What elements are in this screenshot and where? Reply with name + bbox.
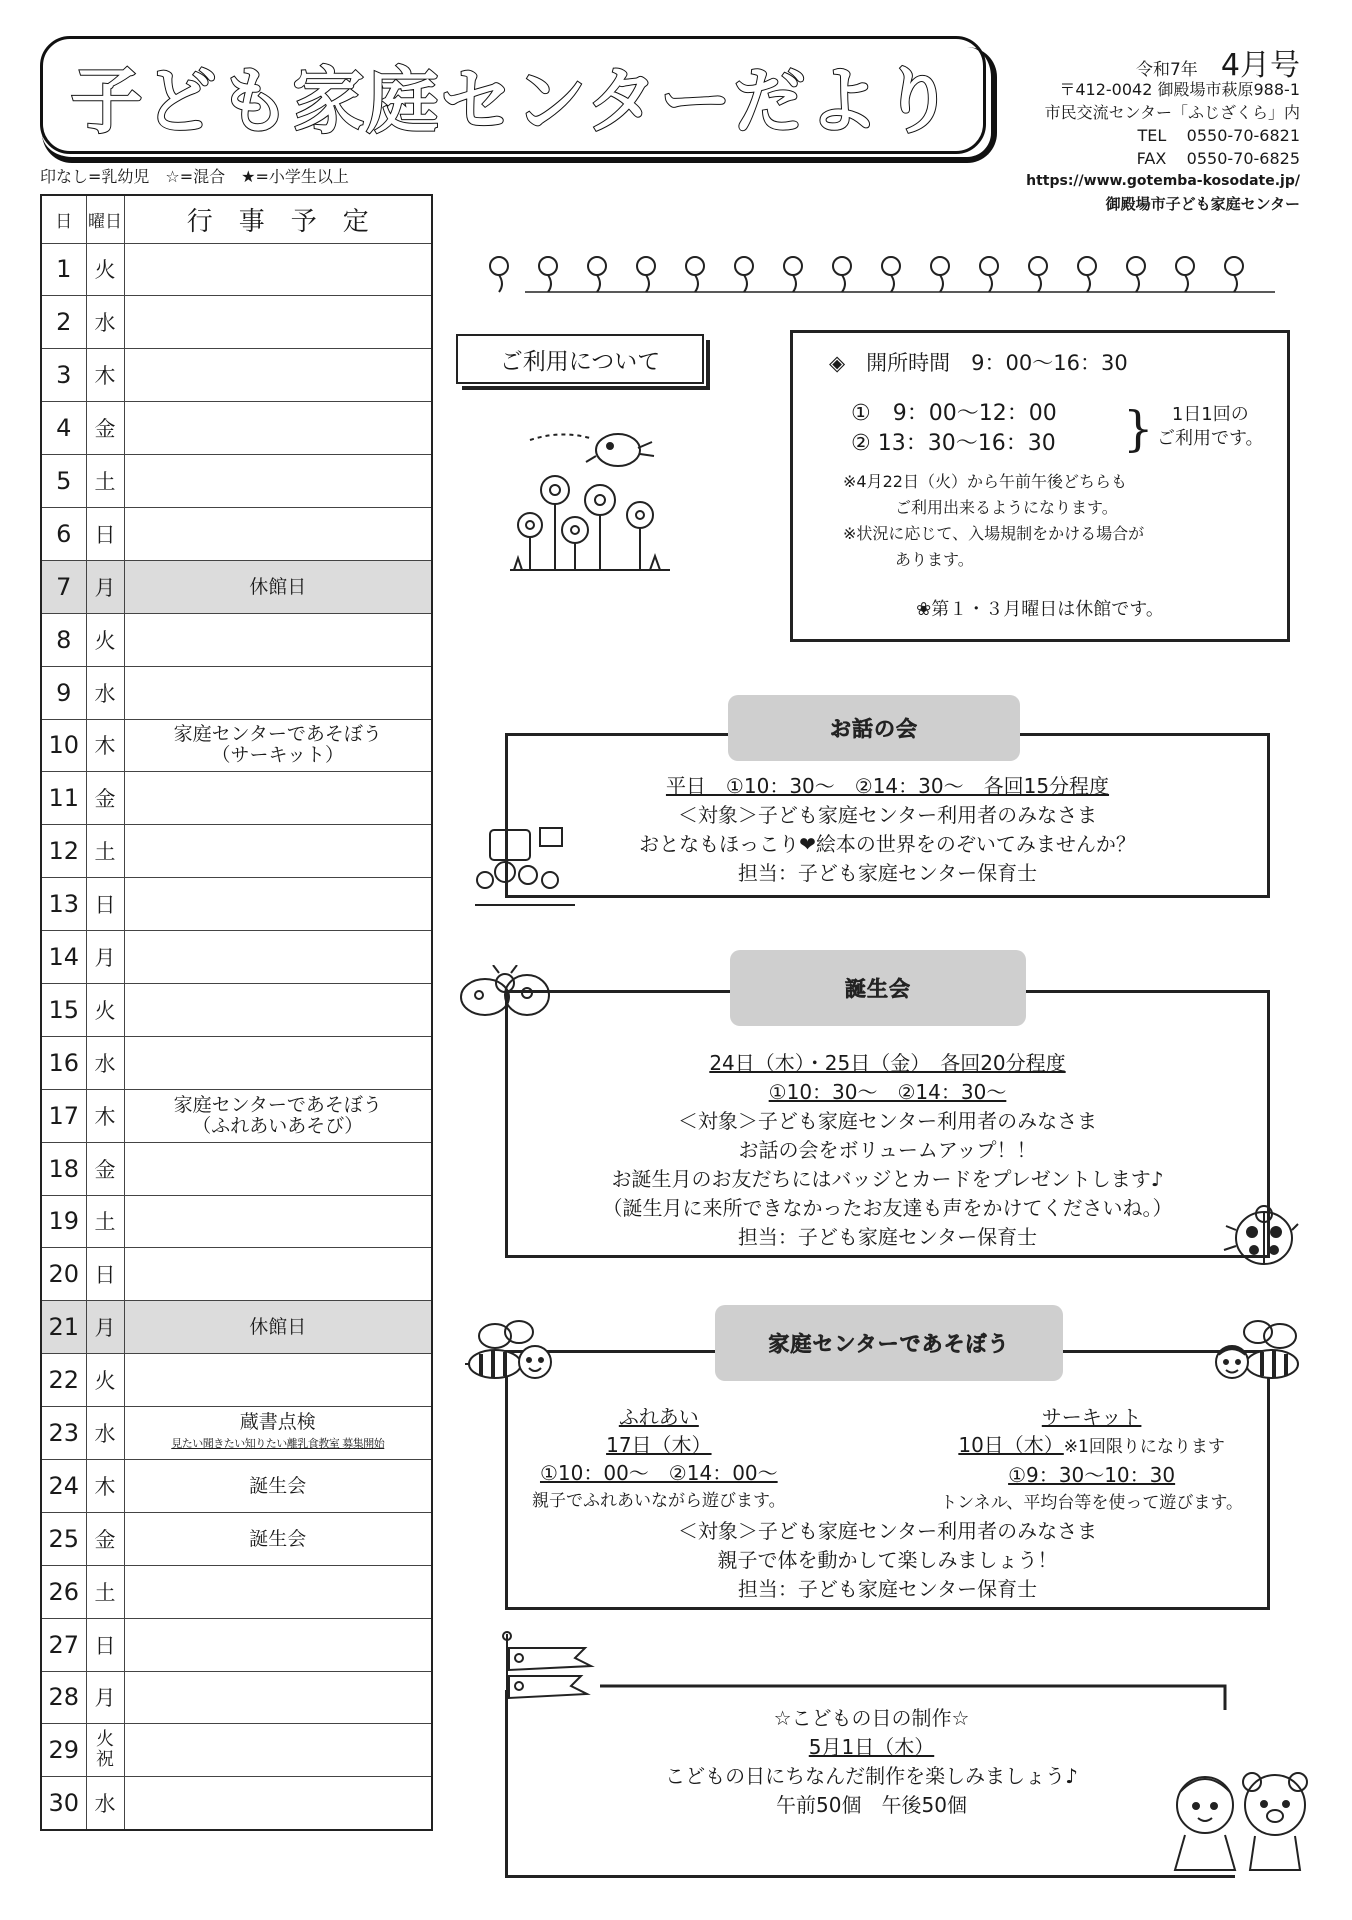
calendar-day: 29: [41, 1724, 86, 1777]
circuit-date-line: [940, 1431, 1243, 1461]
calendar-event: [124, 983, 432, 1036]
calendar-weekday: 水: [86, 1777, 124, 1830]
calendar-event: 休館日: [124, 560, 432, 613]
calendar-row: [41, 402, 432, 455]
calendar-day: 10: [41, 719, 86, 772]
play-event-title: 家庭センターであそぼう: [715, 1305, 1063, 1381]
calendar-day: 9: [41, 666, 86, 719]
newsletter-title: 子ども家庭センターだより: [70, 59, 956, 143]
calendar-day: 22: [41, 1354, 86, 1407]
calendar-event: [124, 1195, 432, 1248]
calendar-event: [124, 1777, 432, 1830]
event-calendar: [40, 194, 433, 1831]
calendar-day: 21: [41, 1301, 86, 1354]
calendar-weekday: 土: [86, 1195, 124, 1248]
calendar-row: [41, 455, 432, 508]
calendar-row: [41, 1354, 432, 1407]
calendar-row: [41, 666, 432, 719]
fax-line: FAX 0550-70-6825: [1136, 149, 1300, 168]
calendar-weekday: 木: [86, 719, 124, 772]
calendar-row: [41, 772, 432, 825]
calendar-row: [41, 560, 432, 613]
ladybug-illustration: [1220, 1200, 1300, 1270]
calendar-event: [124, 878, 432, 931]
calendar-weekday: 月: [86, 1301, 124, 1354]
birthday-times: ①10：30〜 ②14：30〜: [768, 1080, 1007, 1104]
play-circuit-column: [940, 1403, 1243, 1517]
calendar-event: [124, 402, 432, 455]
bee-right-illustration: [1200, 1318, 1300, 1388]
flower-border-illustration: [485, 248, 1285, 298]
brace-glyph: }: [1123, 401, 1154, 457]
calendar-event: [124, 243, 432, 296]
calendar-weekday: 月: [86, 560, 124, 613]
calendar-day: 30: [41, 1777, 86, 1830]
calendar-event: [124, 931, 432, 984]
calendar-weekday: 水: [86, 1036, 124, 1089]
childrens-day-count: 午前50個 午後50個: [776, 1793, 967, 1817]
calendar-day: 28: [41, 1671, 86, 1724]
circuit-note: ※1回限りになります: [1063, 1437, 1225, 1457]
birthday-title: 誕生会: [730, 950, 1026, 1026]
play-fureai-column: [532, 1403, 786, 1517]
calendar-event: [124, 1248, 432, 1301]
calendar-row: [41, 931, 432, 984]
birthday-note: （誕生月に来所できなかったお友達も声をかけてくださいね。）: [602, 1196, 1173, 1220]
slot-afternoon: ② 13：30〜16：30: [851, 431, 1056, 456]
newsletter-title-box: [40, 36, 986, 154]
usage-label: ご利用について: [456, 334, 704, 384]
calendar-weekday: 土: [86, 1565, 124, 1618]
opening-hours: ◈ 開所時間 9：00〜16：30: [829, 351, 1128, 375]
calendar-day: 24: [41, 1459, 86, 1512]
calendar-day: 5: [41, 455, 86, 508]
calendar-row: [41, 825, 432, 878]
header-day: 日: [41, 195, 86, 243]
children-bear-illustration: [1160, 1760, 1320, 1880]
calendar-day: 20: [41, 1248, 86, 1301]
calendar-weekday: 月: [86, 931, 124, 984]
birthday-dates: 24日（木）・25日（金） 各回20分程度: [709, 1051, 1066, 1075]
calendar-event: 家庭センターであそぼう （サーキット）: [124, 719, 432, 772]
calendar-row: [41, 1301, 432, 1354]
birthday-target: ＜対象＞子ども家庭センター利用者のみなさま: [677, 1109, 1098, 1133]
calendar-weekday: 木: [86, 1089, 124, 1142]
calendar-day: 12: [41, 825, 86, 878]
calendar-row: [41, 1036, 432, 1089]
childrens-day-description: こどもの日にちなんだ制作を楽しみましょう♪: [665, 1764, 1078, 1788]
calendar-day: 27: [41, 1618, 86, 1671]
calendar-weekday: 日: [86, 878, 124, 931]
calendar-weekday: 水: [86, 1407, 124, 1460]
calendar-row: [41, 1618, 432, 1671]
calendar-day: 19: [41, 1195, 86, 1248]
usage-notes: ※4月22日（火）から午前午後どちらも ご利用出来るようになります。 ※状況に応じて、入場規制をかける場合が あります。: [843, 472, 1145, 569]
calendar-day: 18: [41, 1142, 86, 1195]
calendar-event: [124, 1354, 432, 1407]
calendar-day: 13: [41, 878, 86, 931]
calendar-weekday: 金: [86, 772, 124, 825]
calendar-row: [41, 878, 432, 931]
circuit-date: 10日（木）: [958, 1433, 1064, 1457]
calendar-row: [41, 613, 432, 666]
calendar-event: [124, 349, 432, 402]
calendar-day: 23: [41, 1407, 86, 1460]
calendar-row: [41, 1459, 432, 1512]
calendar-weekday: 火 祝: [86, 1724, 124, 1777]
calendar-row: [41, 1142, 432, 1195]
calendar-weekday: 木: [86, 1459, 124, 1512]
calendar-day: 14: [41, 931, 86, 984]
calendar-row: [41, 1777, 432, 1830]
website-url: https://www.gotemba-kosodate.jp/: [1026, 173, 1300, 189]
play-description: 親子で体を動かして楽しみましょう！: [717, 1548, 1058, 1572]
calendar-row: [41, 243, 432, 296]
calendar-row: [41, 1407, 432, 1460]
calendar-event: [124, 296, 432, 349]
play-event-columns: [508, 1403, 1267, 1517]
calendar-day: 3: [41, 349, 86, 402]
calendar-event: [124, 1618, 432, 1671]
building-name: 市民交流センター「ふじざくら」内: [1044, 103, 1300, 122]
calendar-day: 6: [41, 507, 86, 560]
opening-hours-box: [790, 330, 1290, 642]
calendar-weekday: 水: [86, 666, 124, 719]
postal-address: 〒412-0042 御殿場市萩原988-1: [1059, 80, 1300, 99]
birthday-staff: 担当：子ども家庭センター保育士: [737, 1225, 1038, 1249]
calendar-event: [124, 1671, 432, 1724]
calendar-event: 休館日: [124, 1301, 432, 1354]
childrens-day-title: ☆こどもの日の制作☆: [773, 1706, 970, 1730]
issue-era: 令和7年: [1135, 60, 1198, 80]
calendar-event: [124, 507, 432, 560]
calendar-weekday: 金: [86, 1142, 124, 1195]
calendar-event: 蔵書点検 見たい聞きたい知りたい離乳食教室 募集開始: [124, 1407, 432, 1460]
fureai-date: 17日（木）: [606, 1433, 712, 1457]
circuit-title: サーキット: [1041, 1405, 1142, 1429]
calendar-day: 15: [41, 983, 86, 1036]
calendar-event: [124, 772, 432, 825]
calendar-row: [41, 1089, 432, 1142]
calendar-day: 8: [41, 613, 86, 666]
calendar-day: 2: [41, 296, 86, 349]
calendar-event: [124, 666, 432, 719]
calendar-event: [124, 1565, 432, 1618]
calendar-row: [41, 349, 432, 402]
reading-children-illustration: [470, 820, 580, 910]
calendar-row: [41, 1195, 432, 1248]
calendar-row: [41, 1724, 432, 1777]
calendar-day: 16: [41, 1036, 86, 1089]
childrens-day-date: 5月1日（木）: [808, 1735, 935, 1759]
calendar-event: 誕生会: [124, 1512, 432, 1565]
calendar-row: [41, 1671, 432, 1724]
calendar-weekday: 火: [86, 613, 124, 666]
slot-morning: ① 9：00〜12：00: [851, 401, 1057, 426]
calendar-row: [41, 719, 432, 772]
contact-block: [960, 78, 1300, 216]
calendar-weekday: 日: [86, 1618, 124, 1671]
play-event-box: [505, 1350, 1270, 1610]
calendar-day: 25: [41, 1512, 86, 1565]
calendar-day: 7: [41, 560, 86, 613]
calendar-weekday: 火: [86, 983, 124, 1036]
calendar-weekday: 火: [86, 1354, 124, 1407]
childrens-day-frame: [495, 1630, 1235, 1880]
calendar-weekday: 金: [86, 402, 124, 455]
closed-days-note: ❀第１・３月曜日は休館です。: [916, 599, 1164, 620]
calendar-event: 誕生会: [124, 1459, 432, 1512]
calendar-day: 26: [41, 1565, 86, 1618]
header-event: 行事予定: [124, 195, 432, 243]
calendar-weekday: 水: [86, 296, 124, 349]
calendar-event: [124, 613, 432, 666]
fureai-desc: 親子でふれあいながら遊びます。: [532, 1491, 786, 1511]
calendar-event: [124, 1724, 432, 1777]
calendar-row: [41, 1565, 432, 1618]
birthday-gift: お誕生月のお友だちにはバッジとカードをプレゼントします♪: [611, 1167, 1164, 1191]
calendar-weekday: 月: [86, 1671, 124, 1724]
calendar-weekday: 火: [86, 243, 124, 296]
calendar-row: [41, 1248, 432, 1301]
carp-streamer-illustration: [495, 1630, 605, 1720]
storytime-description: おとなもほっこり❤絵本の世界をのぞいてみませんか？: [639, 832, 1136, 856]
calendar-weekday: 木: [86, 349, 124, 402]
bee-left-illustration: [465, 1318, 565, 1388]
calendar-day: 11: [41, 772, 86, 825]
calendar-day: 4: [41, 402, 86, 455]
calendar-day: 17: [41, 1089, 86, 1142]
fureai-time: ①10：00〜 ②14：00〜: [539, 1461, 778, 1485]
storytime-schedule: 平日 ①10：30〜 ②14：30〜 各回15分程度: [665, 774, 1110, 798]
birthday-party-box: [505, 990, 1270, 1258]
calendar-weekday: 土: [86, 455, 124, 508]
fureai-title: ふれあい: [618, 1405, 699, 1429]
play-staff: 担当：子ども家庭センター保育士: [737, 1577, 1038, 1601]
calendar-event: [124, 1142, 432, 1195]
calendar-weekday: 日: [86, 1248, 124, 1301]
header-weekday: 曜日: [86, 195, 124, 243]
calendar-row: [41, 1512, 432, 1565]
calendar-weekday: 日: [86, 507, 124, 560]
circuit-desc: トンネル、平均台等を使って遊びます。: [940, 1493, 1243, 1513]
tel-line: TEL 0550-70-6821: [1137, 126, 1300, 145]
play-target: ＜対象＞子ども家庭センター利用者のみなさま: [677, 1519, 1098, 1543]
calendar-event: [124, 1036, 432, 1089]
circuit-time: ①9：30〜10：30: [1008, 1463, 1176, 1487]
issue-month: 4月号: [1220, 48, 1300, 83]
butterfly-illustration: [455, 965, 555, 1035]
storytime-title: お話の会: [728, 695, 1020, 761]
legend: 印なし=乳幼児 ☆=混合 ★=小学生以上: [40, 167, 349, 186]
calendar-weekday: 土: [86, 825, 124, 878]
calendar-row: [41, 296, 432, 349]
calendar-weekday: 金: [86, 1512, 124, 1565]
flowers-bird-illustration: [500, 420, 680, 580]
birthday-highlight: お話の会をボリュームアップ！！: [738, 1138, 1037, 1162]
calendar-row: [41, 983, 432, 1036]
organization-name: 御殿場市子ども家庭センター: [1105, 195, 1300, 213]
calendar-event: [124, 825, 432, 878]
calendar-day: 1: [41, 243, 86, 296]
time-slots: [851, 399, 1267, 459]
calendar-event: 家庭センターであそぼう （ふれあいあそび）: [124, 1089, 432, 1142]
calendar-row: [41, 507, 432, 560]
calendar-event: [124, 455, 432, 508]
once-per-day-note: 1日1回の ご利用です。: [1157, 404, 1264, 449]
storytime-staff: 担当：子ども家庭センター保育士: [737, 861, 1038, 885]
storytime-target: ＜対象＞子ども家庭センター利用者のみなさま: [677, 803, 1098, 827]
